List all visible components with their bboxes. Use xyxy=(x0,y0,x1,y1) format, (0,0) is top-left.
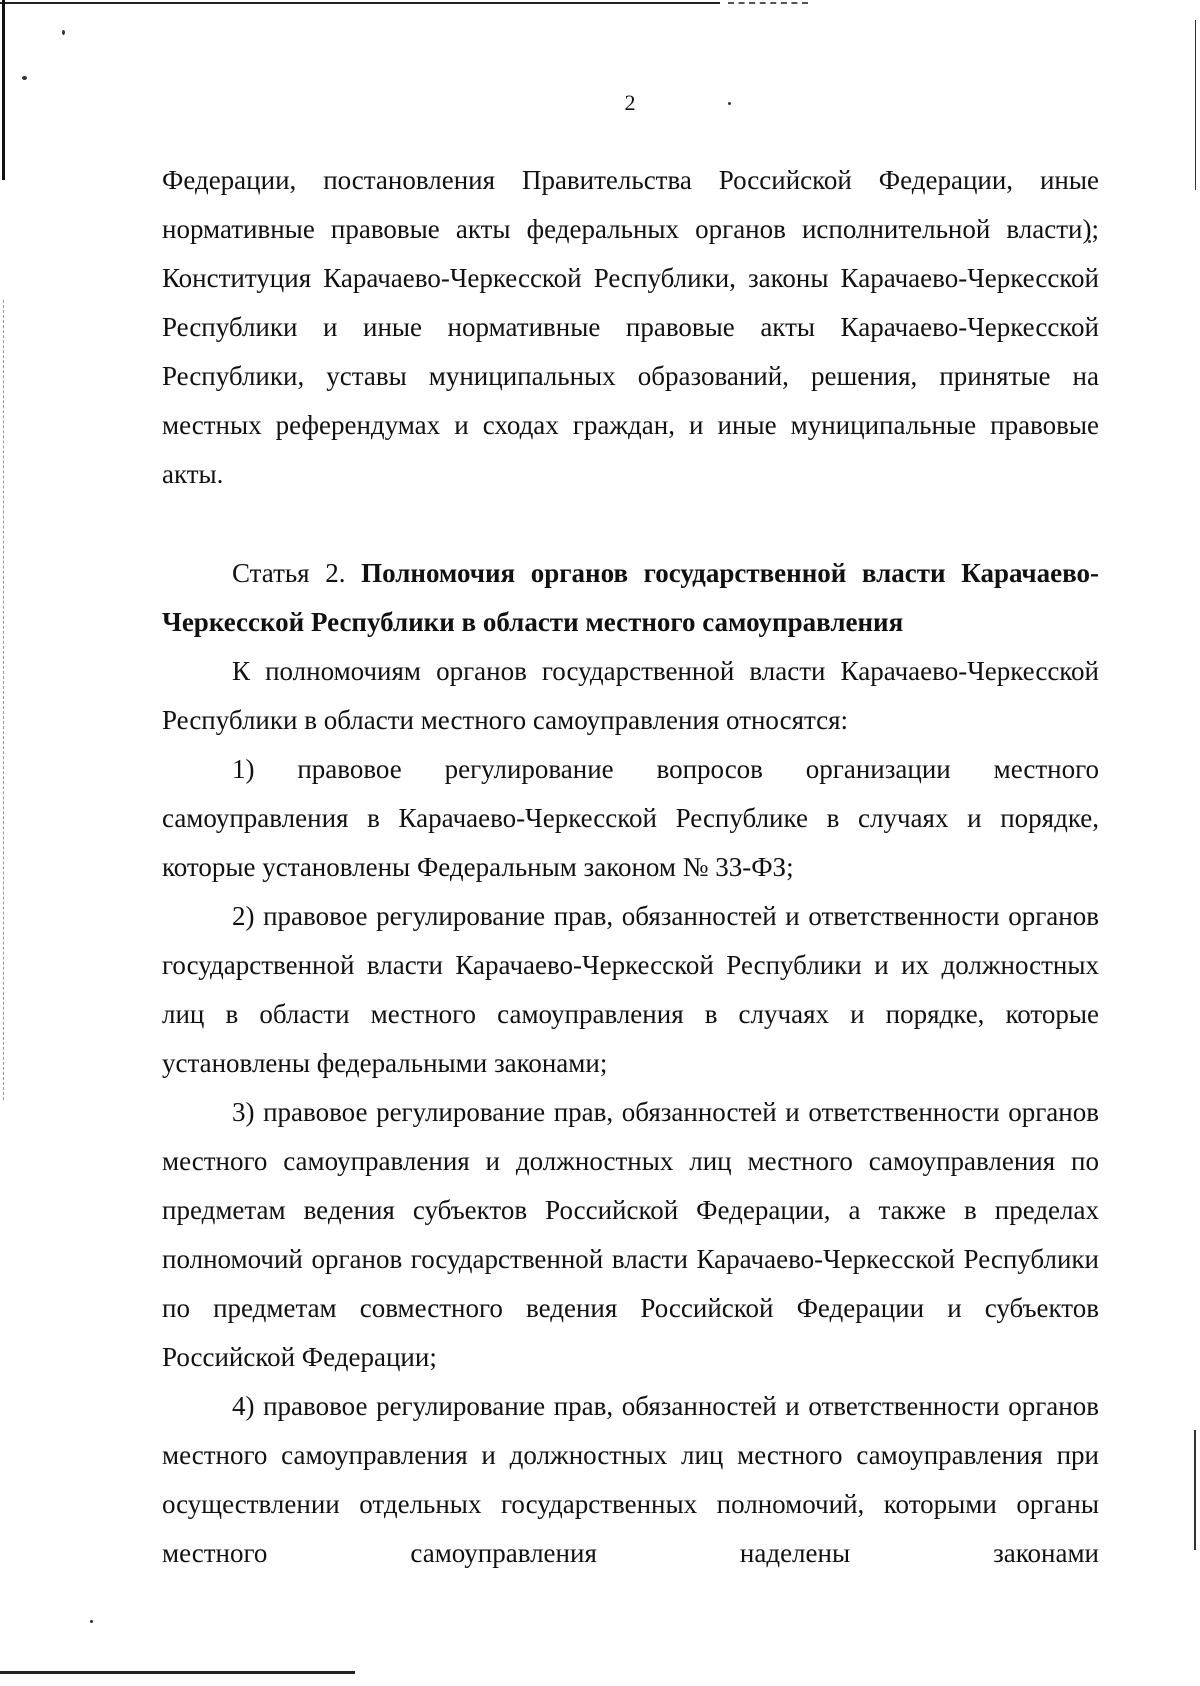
scan-speck xyxy=(22,76,27,80)
paragraph-intro: К полномочиям органов государственной власти Карачаево-Черкесской Республики в области местного самоуправления относятся: xyxy=(162,656,1099,735)
scan-edge-right-lower xyxy=(1194,1430,1196,1550)
scan-speck xyxy=(90,1620,93,1623)
list-item-3: 3) правовое регулирование прав, обязанностей и ответственности органов местного самоуправления и должностных лиц местного самоуправления по предметам ведения субъектов Российской Федерации, а также в пределах полномочий органов государственной власти Карачаево-Черкесской Республики по предметам совместного ведения Российской Федерации и субъектов Российской Федерации; xyxy=(162,1097,1099,1372)
document-body xyxy=(162,156,1099,1578)
scan-edge-top-dashed xyxy=(728,2,808,4)
list-item-1: 1) правовое регулирование вопросов организации местного самоуправления в Карачаево-Черкесской Республике в случаях и порядке, которые установлены Федеральным законом № 33-ФЗ; xyxy=(162,754,1099,882)
list-item-2: 2) правовое регулирование прав, обязанностей и ответственности органов государственной власти Карачаево-Черкесской Республики и их должностных лиц в области местного самоуправления в случаях и порядке, которые установлены федеральными законами; xyxy=(162,901,1099,1078)
paragraph-continuation: Федерации, постановления Правительства Российской Федерации, иные нормативные правовые акты федеральных органов исполнительной власти); Конституция Карачаево-Черкесской Республики, законы Карачаево-Черкесской Республики и иные нормативные правовые акты Карачаево-Черкесской Республики, уставы муниципальных образований, решения, принятые на местных референдумах и сходах граждан, и иные муниципальные правовые акты. xyxy=(162,165,1099,489)
list-item-4: 4) правовое регулирование прав, обязанностей и ответственности органов местного самоуправления и должностных лиц местного самоуправления при осуществлении отдельных государственных полномочий, которыми органы местного самоуправления наделены законами xyxy=(162,1391,1099,1568)
scan-speck xyxy=(62,30,65,35)
article-heading xyxy=(162,549,1099,647)
page-number: 2 xyxy=(624,90,636,115)
article-label: Статья 2. xyxy=(232,558,362,588)
scan-edge-left-faint xyxy=(3,300,5,1100)
scan-edge-bottom xyxy=(0,1671,355,1674)
scan-edge-top xyxy=(0,2,720,4)
article-title: Полномочия органов государственной власти Карачаево-Черкесской Республики в области местного самоуправления xyxy=(162,558,1099,637)
